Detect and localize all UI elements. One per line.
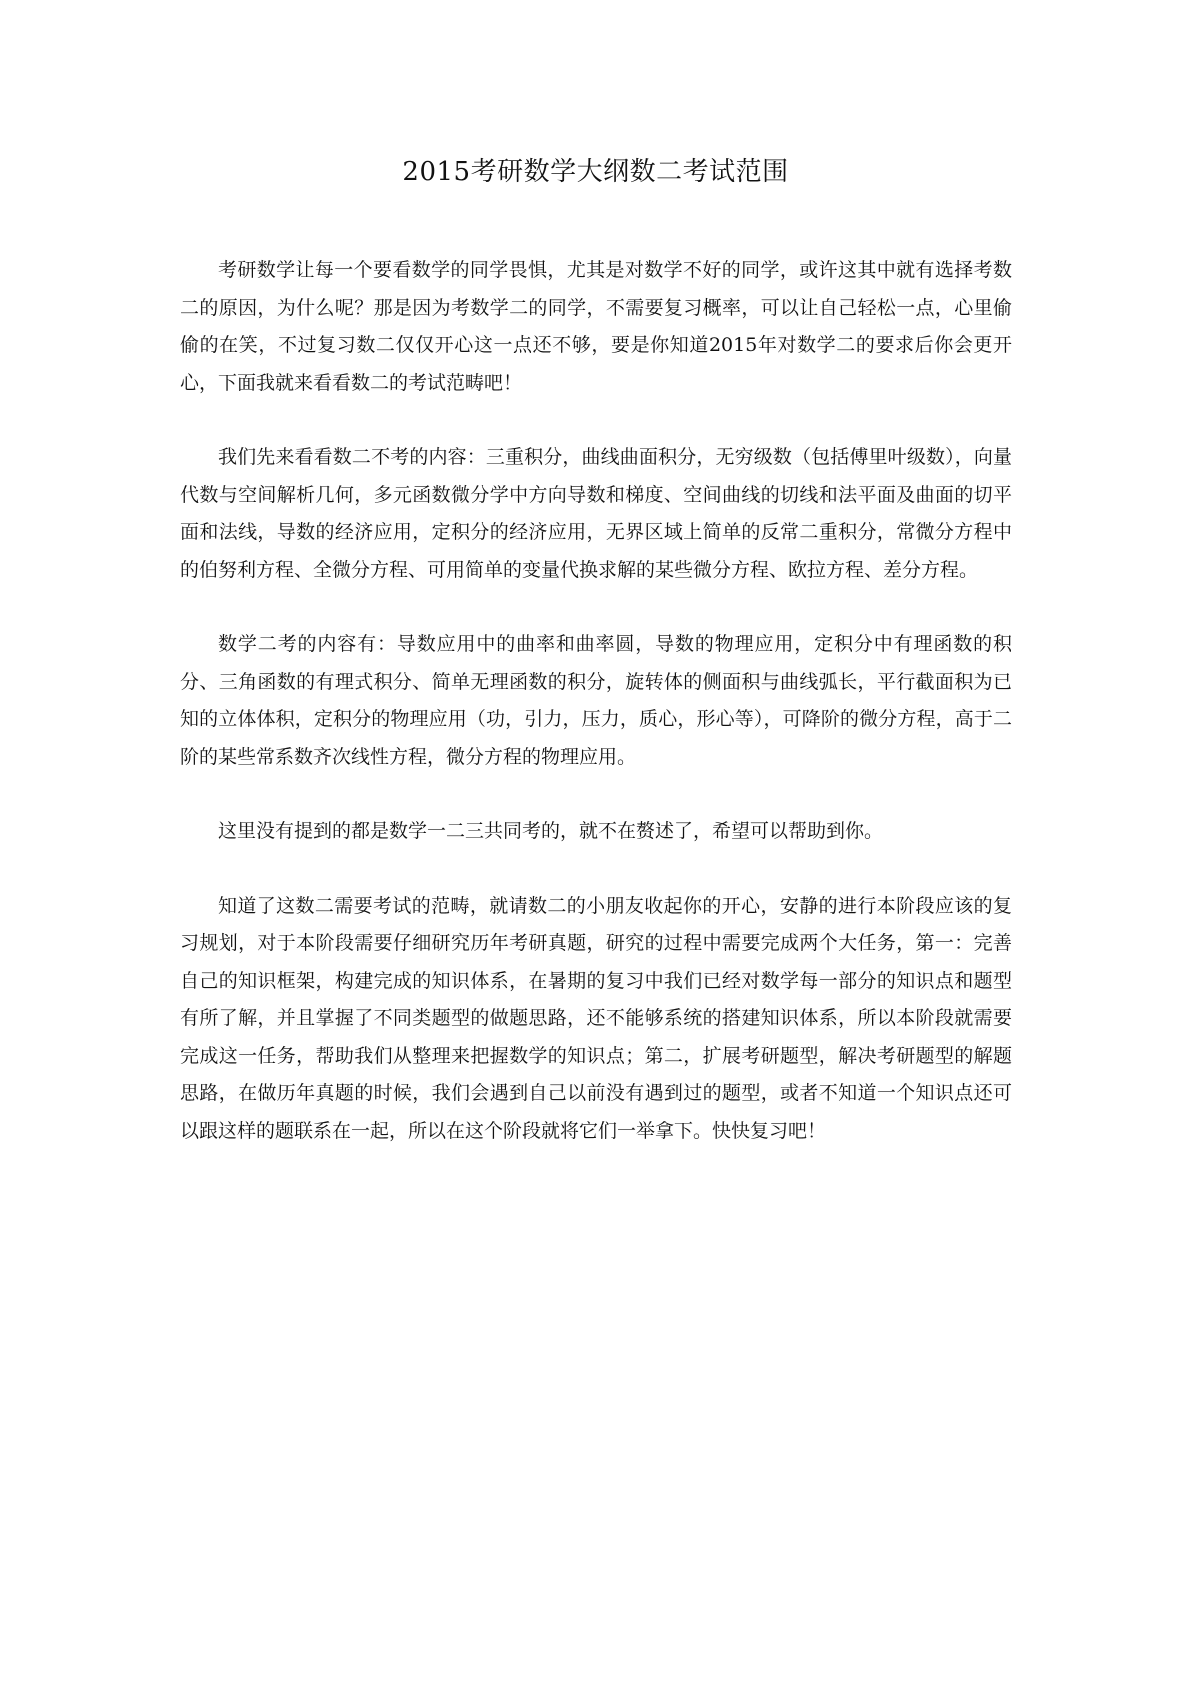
paragraph-intro: 考研数学让每一个要看数学的同学畏惧，尤其是对数学不好的同学，或许这其中就有选择考数二的原因，为什么呢？那是因为考数学二的同学，不需要复习概率，可以让自己轻松一点，心里偷偷的在笑，不过复习数二仅仅开心这一点还不够，要是你知道2015年对数学二的要求后你会更开心，下面我就来看看数二的考试范畴吧！ <box>180 259 1012 394</box>
paragraph-review-plan: 知道了这数二需要考试的范畴，就请数二的小朋友收起你的开心，安静的进行本阶段应该的复习规划，对于本阶段需要仔细研究历年考研真题，研究的过程中需要完成两个大任务，第一：完善自己的知识框架，构建完成的知识体系，在暑期的复习中我们已经对数学每一部分的知识点和题型有所了解，并且掌握了不同类题型的做题思路，还不能够系统的搭建知识体系，所以本阶段就需要完成这一任务，帮助我们从整理来把握数学的知识点；第二，扩展考研题型，解决考研题型的解题思路，在做历年真题的时候，我们会遇到自己以前没有遇到过的题型，或者不知道一个知识点还可以跟这样的题联系在一起，所以在这个阶段就将它们一举拿下。快快复习吧！ <box>180 894 1012 1142</box>
paragraph-common-topics: 这里没有提到的都是数学一二三共同考的，就不在赘述了，希望可以帮助到你。 <box>218 820 884 842</box>
paragraph-included-topics: 数学二考的内容有：导数应用中的曲率和曲率圆，导数的物理应用，定积分中有理函数的积分、三角函数的有理式积分、简单无理函数的积分，旋转体的侧面积与曲线弧长，平行截面积为已知的立体体积，定积分的物理应用（功，引力，压力，质心，形心等），可降阶的微分方程，高于二阶的某些常系数齐次线性方程，微分方程的物理应用。 <box>180 633 1012 768</box>
document-body <box>180 252 1012 1187</box>
document-title: 2015考研数学大纲数二考试范围 <box>402 157 789 187</box>
paragraph-excluded-topics: 我们先来看看数二不考的内容：三重积分，曲线曲面积分，无穷级数（包括傅里叶级数），向量代数与空间解析几何，多元函数微分学中方向导数和梯度、空间曲线的切线和法平面及曲面的切平面和法线，导数的经济应用，定积分的经济应用，无界区域上简单的反常二重积分，常微分方程中的伯努利方程、全微分方程、可用简单的变量代换求解的某些微分方程、欧拉方程、差分方程。 <box>180 446 1012 581</box>
